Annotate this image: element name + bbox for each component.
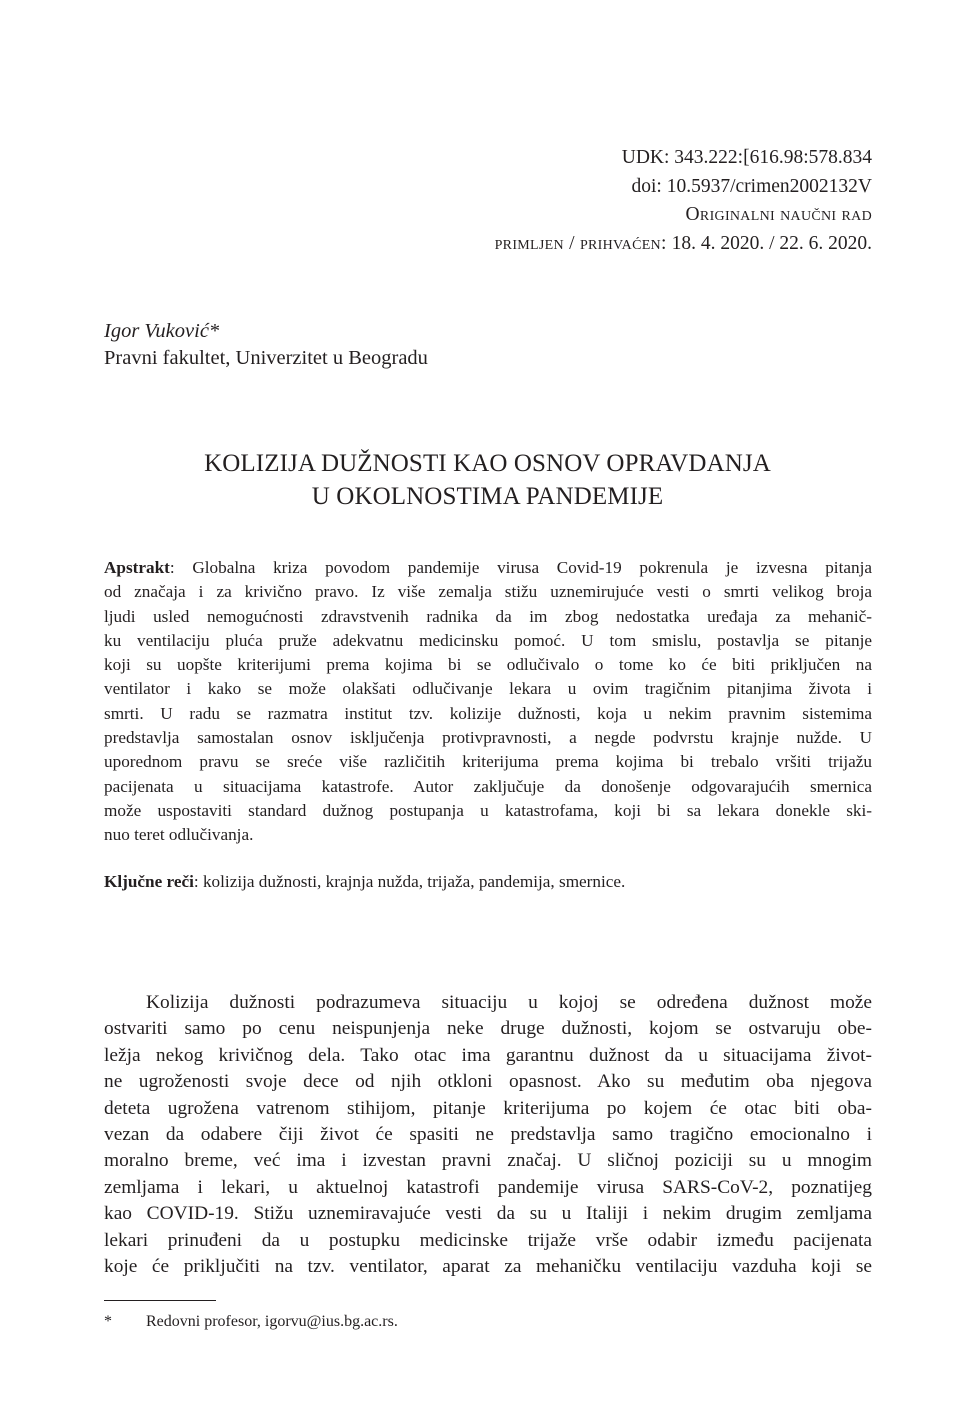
body-line: ležja nekog krivičnog dela. Tako otac ima garantnu dužnost da u situacijama život- [104, 1044, 872, 1066]
dates-label: primljen / prihvaćen: [494, 232, 667, 254]
body-line: zemljama i lekari, u aktuelnoj katastrofi pandemije virusa SARS-CoV-2, poznatijeg [104, 1176, 872, 1198]
body-line: ne ugroženosti svoje dece od njih otkloni opasnost. Ako su međutim oba njegova [104, 1071, 872, 1093]
author-name: Igor Vuković* [104, 320, 220, 342]
abstract-line: pacijenata u situacijama katastrofe. Autor zaključuje da donošenje odgovarajućih smernica [104, 776, 872, 796]
body-line: ostvariti samo po cenu neispunjenja neke druge dužnosti, kojom se ostvaruju obe- [104, 1018, 872, 1040]
abstract-line: koji su uopšte kriterijumi prema kojima bi se odlučivalo o tome ko će biti priključen na [104, 655, 872, 675]
body-paragraph [104, 990, 872, 1280]
body-line: lekari prinuđeni da u postupku medicinske trijaže vrše odabir između pacijenata [104, 1229, 872, 1251]
footnote [104, 1311, 398, 1333]
keywords-label: Ključne reči [104, 872, 194, 891]
body-line: Kolizija dužnosti podrazumeva situaciju u kojoj se određena dužnost može [146, 992, 872, 1013]
abstract-line: ventilator i kako se može olakšati odlučivanje lekara u ovim tragičnim pitanjima života i [104, 679, 872, 699]
abstract-label: Apstrakt [104, 558, 170, 577]
abstract-line: ljudi usled nemogućnosti zdravstvenih radnika da im zbog nedostatka uređaja za mehanič- [104, 606, 872, 626]
body-line: deteta ugrožena vatrenom stihijom, pitanje kriterijuma po kojem će otac biti oba- [104, 1097, 872, 1119]
abstract [104, 556, 872, 848]
doi: doi: 10.5937/crimen2002132V [631, 175, 872, 197]
paper-title [0, 447, 975, 513]
abstract-line: predstavlja samostalan osnov isključenja protivpravnosti, a negde podvrstu krajnje nužde. U [104, 728, 872, 748]
body-line: kao COVID-19. Stižu uznemiravajuće vesti da su u Italiji i nekim drugim zemljama [104, 1203, 872, 1225]
keywords-text: : kolizija dužnosti, krajnja nužda, trijaža, pandemija, smernice. [193, 872, 626, 891]
body-line: vezan da odabere čiji život će spasiti ne predstavlja samo tragično emocionalno i [104, 1123, 872, 1145]
article-type: Originalni naučni rad [685, 204, 872, 225]
udk-code: UDK: 343.222:[616.98:578.834 [621, 147, 872, 168]
abstract-line: nuo teret odlučivanja. [104, 825, 254, 845]
received-accepted-dates [495, 230, 872, 259]
abstract-line: može uspostaviti standard dužnog postupanja u katastrofama, koji bi sa lekara donekle ski- [104, 800, 872, 820]
dates-value: 18. 4. 2020. / 22. 6. 2020. [666, 232, 872, 254]
body-line: koje će priključiti na tzv. ventilator, aparat za mehaničku ventilaciju vazduha koji se [104, 1255, 872, 1277]
abstract-line: Apstrakt: Globalna kriza povodom pandemije virusa Covid-19 pokrenula je izvesna pitanja [104, 558, 872, 577]
title-line-2: U OKOLNOSTIMA PANDEMIJE [311, 483, 664, 510]
keywords [104, 870, 625, 894]
abstract-line: smrti. U radu se razmatra institut tzv. kolizije dužnosti, koja u nekim pravnim sistemima [104, 703, 872, 723]
author-block [104, 318, 428, 372]
author-affiliation: Pravni fakultet, Univerzitet u Beogradu [104, 347, 428, 369]
body-line: moralno breme, već ima i izvestan pravni značaj. U sličnoj poziciji su u mnogim [104, 1150, 872, 1172]
title-line-1: KOLIZIJA DUŽNOSTI KAO OSNOV OPRAVDANJA [204, 450, 771, 477]
article-metadata [495, 144, 872, 258]
footnote-divider [104, 1300, 216, 1301]
footnote-text: Redovni profesor, igorvu@ius.bg.ac.rs. [146, 1313, 398, 1330]
footnote-mark: * [104, 1313, 112, 1330]
abstract-line: uporednom pravu se sreće više različitih kriterijuma prema kojima bi trebalo vršiti trijažu [104, 752, 872, 772]
abstract-line: ku ventilaciju pluća pruže adekvatnu medicinsku pomoć. U tom smislu, postavlja se pitanje [104, 630, 872, 650]
abstract-line: od značaja i za krivično pravo. Iz više zemalja stižu uznemirujuće vesti o smrti velikog broja [104, 582, 872, 602]
